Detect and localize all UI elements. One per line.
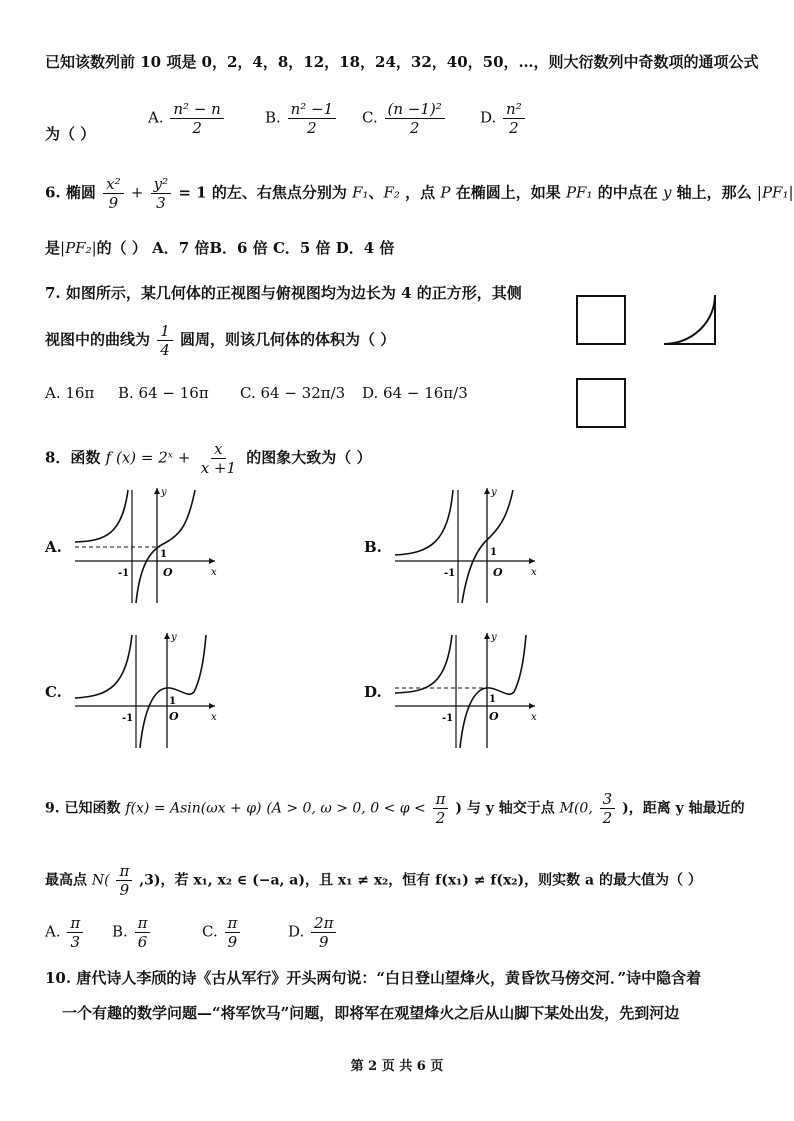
graph-d xyxy=(390,630,540,750)
graph-c xyxy=(70,630,220,750)
svg-text:x: x xyxy=(531,567,537,578)
fraction: $\frac{2\pi}{9}$ xyxy=(311,914,336,951)
one-label: 1 xyxy=(160,549,167,560)
fraction: $\frac{\text{(n −1)²}}{2}$ xyxy=(385,100,445,137)
fraction: $\frac{\text{x²}}{9}$ xyxy=(103,175,123,212)
svg-text:-1: -1 xyxy=(444,568,456,579)
svg-text:y: y xyxy=(491,487,497,498)
q6-line1: 6. 椭圆 $\frac{\text{x²}}{9}$ + $\frac{\text{y²}}{3}$ = 1 的左、右焦点分别为 F₁、F₂ ，点 P 在椭圆上，如果 PF₁ 的中点在 y 轴上，那么 |PF₁| xyxy=(45,175,794,212)
top-view-square xyxy=(576,378,626,428)
q5-prefix: 为（ ） xyxy=(45,125,96,143)
x-axis-label: x xyxy=(211,567,217,578)
graph-d-label: D. xyxy=(364,683,382,701)
front-view-square xyxy=(576,295,626,345)
fraction: $\frac{\text{n² − n}}{2}$ xyxy=(170,100,223,137)
fraction: $\frac{\pi}{9}$ xyxy=(225,914,241,951)
q9-option-a: A. $\frac{\pi}{3}$ xyxy=(45,914,85,951)
q7-line1: 7. 如图所示，某几何体的正视图与俯视图均为边长为 4 的正方形，其侧 xyxy=(45,284,522,302)
graph-c-label: C. xyxy=(45,683,62,701)
svg-text:1: 1 xyxy=(489,694,496,705)
svg-text:y: y xyxy=(491,632,497,643)
q5-option-d: D. $\frac{\text{n²}}{2}$ xyxy=(480,100,527,137)
fraction: $\frac{\pi}{3}$ xyxy=(67,914,83,951)
fraction: $\frac{\pi}{6}$ xyxy=(135,914,151,951)
q9-option-c: C. $\frac{\pi}{9}$ xyxy=(202,914,242,951)
svg-text:1: 1 xyxy=(169,696,176,707)
svg-text:x: x xyxy=(531,712,537,723)
q7-option-d: D. 64 − 16π/3 xyxy=(362,384,468,402)
svg-text:O: O xyxy=(493,566,503,579)
fraction: $\frac{\pi}{9}$ xyxy=(116,862,132,899)
svg-text:O: O xyxy=(489,710,499,723)
q10-line2: 一个有趣的数学问题—“将军饮马”问题，即将军在观望烽火之后从山脚下某处出发，先到河边 xyxy=(62,1004,680,1022)
svg-text:O: O xyxy=(169,710,179,723)
svg-text:y: y xyxy=(171,632,177,643)
fraction: $\frac{1}{4}$ xyxy=(157,322,173,359)
q6-line2: 是|PF₂|的（ ） A．7 倍B．6 倍 C．5 倍 D．4 倍 xyxy=(45,239,395,257)
graph-b-label: B. xyxy=(364,538,382,556)
q7-option-c: C. 64 − 32π/3 xyxy=(240,384,346,402)
q8-line: 8．函数 f (x) = 2ˣ + $\frac{x}{x +1}$ 的图象大致为（ ） xyxy=(45,440,372,477)
graph-b xyxy=(390,485,540,605)
q5-option-a: A. $\frac{\text{n² − n}}{2}$ xyxy=(148,100,226,137)
q9-line2: 最高点 N( $\frac{\pi}{9}$ ,3)，若 x₁, x₂ ∈ (−a, a)，且 x₁ ≠ x₂，恒有 f(x₁) ≠ f(x₂)，则实数 a 的最大值为（ ） xyxy=(45,862,702,899)
q5-option-b: B. $\frac{\text{n² −1}}{2}$ xyxy=(265,100,338,137)
svg-text:-1: -1 xyxy=(442,713,454,724)
fraction: $\frac{3}{2}$ xyxy=(600,790,616,827)
neg-one-label: -1 xyxy=(118,568,130,579)
svg-text:x: x xyxy=(211,712,217,723)
origin-label: O xyxy=(163,566,173,579)
q7-option-a: A. 16π xyxy=(45,384,95,402)
svg-text:1: 1 xyxy=(490,547,497,558)
page-footer: 第 2 页 共 6 页 xyxy=(350,1059,444,1074)
svg-text:-1: -1 xyxy=(122,713,134,724)
y-axis-label: y xyxy=(161,487,167,498)
q7-line2: 视图中的曲线为 $\frac{1}{4}$ 圆周，则该几何体的体积为（ ） xyxy=(45,322,396,359)
fraction: $\frac{\text{n² −1}}{2}$ xyxy=(288,100,337,137)
q9-option-d: D. $\frac{2\pi}{9}$ xyxy=(288,914,338,951)
q10-line1: 10. 唐代诗人李颀的诗《古从军行》开头两句说：“白日登山望烽火，黄昏饮马傍交河．”诗中隐含着 xyxy=(45,969,702,987)
q5-line1: 已知该数列前 10 项是 0，2，4，8，12，18，24，32，40，50，…，则大衍数列中奇数项的通项公式 xyxy=(45,53,759,71)
fraction: $\frac{x}{x +1}$ xyxy=(200,440,237,477)
q5-option-c: C. $\frac{\text{(n −1)²}}{2}$ xyxy=(362,100,447,137)
side-view-quarter-circle xyxy=(662,293,718,347)
graph-a xyxy=(70,485,220,605)
fraction: $\frac{\text{y²}}{3}$ xyxy=(151,175,172,212)
q9-option-b: B. $\frac{\pi}{6}$ xyxy=(112,914,152,951)
q9-line1: 9. 已知函数 f(x) = Asin(ωx + φ) (A > 0, ω > 0, 0 < φ < $\frac{\pi}{2}$ ) 与 y 轴交于点 M(0, $\frac{3}{2}$ )，距离 y 轴最近的 xyxy=(45,790,745,827)
graph-a-label: A. xyxy=(45,538,62,556)
q7-option-b: B. 64 − 16π xyxy=(118,384,209,402)
fraction: $\frac{\text{n²}}{2}$ xyxy=(503,100,525,137)
fraction: $\frac{\pi}{2}$ xyxy=(433,790,449,827)
